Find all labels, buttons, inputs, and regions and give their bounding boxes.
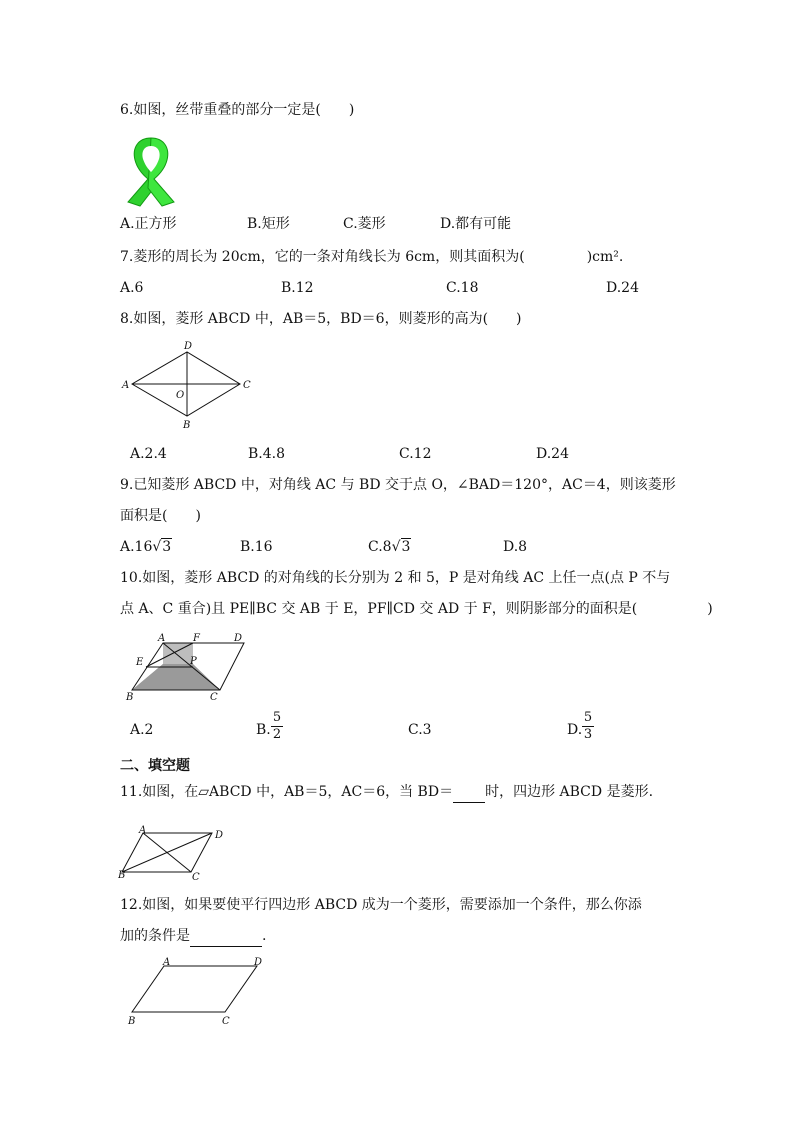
q11-label-d: D — [215, 830, 224, 841]
q6-option-a: A.正方形 — [120, 216, 177, 232]
sqrt-sign-icon: √ — [391, 539, 401, 555]
q10-option-d-numerator: 5 — [583, 710, 593, 725]
q10-option-d-fraction — [582, 711, 594, 742]
q8-option-c: C.12 — [399, 446, 432, 462]
q6-stem: 6.如图，丝带重叠的部分一定是( ) — [120, 102, 355, 118]
q12-stem-line2 — [120, 926, 266, 947]
q11-stem-part2: 时，四边形 ABCD 是菱形. — [485, 784, 654, 800]
q9-stem-line2: 面积是( ) — [120, 508, 201, 524]
q12-label-a: A — [163, 957, 171, 968]
q10-option-d-denominator: 3 — [583, 727, 593, 742]
q7-stem-part1: 7.菱形的周长为 20cm，它的一条对角线长为 6cm，则其面积为( — [120, 249, 525, 265]
q10-label-f: F — [193, 633, 200, 644]
q10-stem-line2-part2: ) — [707, 601, 713, 617]
q8-option-d: D.24 — [536, 446, 569, 462]
q8-rhombus-figure — [118, 340, 258, 432]
q8-option-b: B.4.8 — [248, 446, 286, 462]
q10-label-c: C — [210, 692, 218, 703]
q11-label-c: C — [192, 872, 200, 882]
section-title: 二、填空题 — [120, 758, 190, 774]
q12-label-c: C — [222, 1016, 230, 1027]
q8-label-c: C — [243, 380, 251, 391]
q7-option-b: B.12 — [281, 280, 314, 296]
q11-stem-part1: 11.如图，在▱ABCD 中，AB＝5，AC＝6，当 BD＝ — [120, 784, 454, 800]
q9-option-c — [368, 537, 411, 557]
q10-label-p: P — [190, 656, 197, 667]
q10-label-d: D — [234, 633, 243, 644]
q9-option-c-radicand: 3 — [401, 539, 411, 555]
q8-label-a: A — [122, 380, 130, 391]
q8-stem: 8.如图，菱形 ABCD 中，AB＝5，BD＝6，则菱形的高为( ) — [120, 311, 522, 327]
q7-option-a: A.6 — [120, 280, 144, 296]
q10-label-e: E — [136, 657, 144, 668]
q10-stem-line1: 10.如图，菱形 ABCD 的对角线的长分别为 2 和 5，P 是对角线 AC 上任一点(点 P 不与 — [120, 570, 671, 586]
q7-stem-part2: )cm². — [586, 249, 624, 265]
q10-rhombus-figure — [118, 630, 254, 704]
q9-stem-line1: 9.已知菱形 ABCD 中，对角线 AC 与 BD 交于点 O，∠BAD＝120°，AC＝4，则该菱形 — [120, 477, 676, 493]
q10-option-b-numerator: 5 — [272, 710, 282, 725]
q10-stem-line2-part1: 点 A、C 重合)且 PE∥BC 交 AB 于 E，PF∥CD 交 AD 于 F，则阴影部分的面积是( — [120, 601, 638, 617]
q9-option-d: D.8 — [503, 539, 528, 555]
q11-answer-blank[interactable] — [453, 782, 485, 803]
q11-stem — [120, 782, 653, 803]
q9-option-b: B.16 — [240, 539, 273, 555]
q12-stem-line2-part1: 加的条件是 — [120, 928, 190, 944]
q10-option-d-prefix: D. — [567, 722, 583, 738]
q9-option-c-coef: C.8 — [368, 539, 392, 555]
q9-option-a-radicand: 3 — [162, 539, 172, 555]
q9-option-a — [120, 537, 172, 557]
q11-label-b: B — [118, 870, 126, 881]
q10-option-b-fraction — [271, 711, 283, 742]
q8-label-b: B — [183, 420, 191, 431]
q12-stem-line1: 12.如图，如果要使平行四边形 ABCD 成为一个菱形，需要添加一个条件，那么你添 — [120, 897, 642, 913]
q11-label-a: A — [139, 825, 147, 836]
q10-label-b: B — [126, 692, 134, 703]
q10-stem-line2 — [120, 599, 713, 619]
ribbon-icon — [118, 130, 184, 208]
q6-option-c: C.菱形 — [343, 216, 386, 232]
q10-option-a: A.2 — [130, 722, 154, 738]
q7-option-c: C.18 — [446, 280, 479, 296]
q8-label-o: O — [176, 390, 185, 401]
q7-option-d: D.24 — [606, 280, 639, 296]
q7-stem — [120, 247, 623, 267]
q8-label-d: D — [184, 341, 193, 352]
q10-label-a: A — [158, 633, 166, 644]
q10-option-b-denominator: 2 — [272, 727, 282, 742]
q9-option-a-coef: A.16 — [120, 539, 153, 555]
q11-parallelogram-figure — [118, 824, 230, 882]
q12-label-b: B — [128, 1016, 136, 1027]
q12-stem-line2-part2: . — [262, 928, 267, 944]
q12-label-d: D — [254, 957, 263, 968]
q12-parallelogram-figure — [124, 954, 274, 1028]
q12-answer-blank[interactable] — [190, 926, 262, 947]
q6-option-b: B.矩形 — [247, 216, 290, 232]
q8-option-a: A.2.4 — [130, 446, 167, 462]
q10-option-c: C.3 — [408, 722, 432, 738]
q10-option-b-prefix: B. — [256, 722, 271, 738]
q6-option-d: D.都有可能 — [440, 216, 512, 232]
sqrt-sign-icon: √ — [152, 539, 162, 555]
